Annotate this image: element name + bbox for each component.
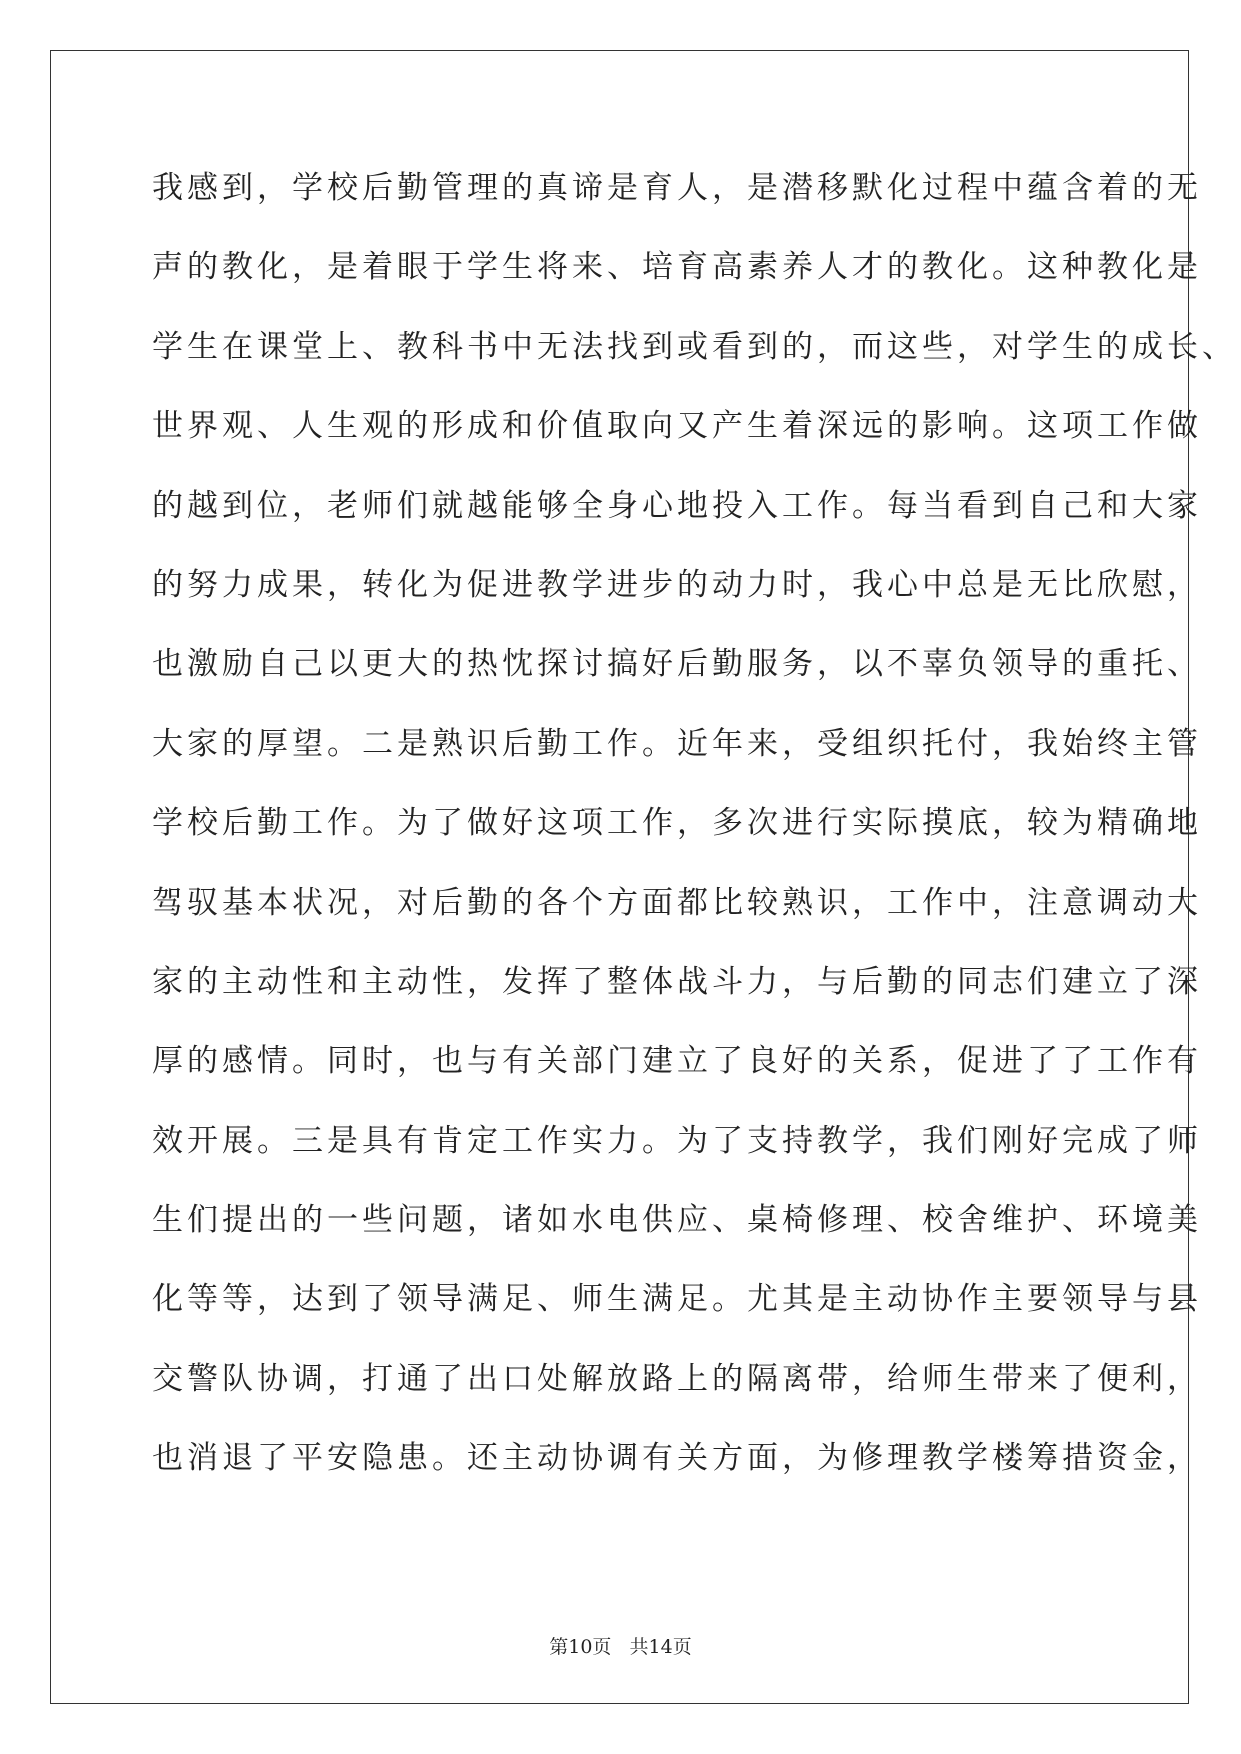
text-line: 化等等，达到了领导满足、师生满足。尤其是主动协作主要领导与县 (152, 1281, 1202, 1318)
text-line: 驾驭基本状况，对后勤的各个方面都比较熟识，工作中，注意调动大 (152, 884, 1202, 921)
text-line: 大家的厚望。二是熟识后勤工作。近年来，受组织托付，我始终主管 (152, 725, 1202, 762)
text-line: 交警队协调，打通了出口处解放路上的隔离带，给师生带来了便利， (152, 1360, 1202, 1397)
text-line: 也消退了平安隐患。还主动协调有关方面，为修理教学楼筹措资金， (152, 1440, 1202, 1477)
page-number-footer: 第10页 共14页 (549, 1636, 692, 1658)
text-line: 世界观、人生观的形成和价值取向又产生着深远的影响。这项工作做 (152, 408, 1202, 445)
document-body (152, 168, 1237, 1518)
text-line: 学校后勤工作。为了做好这项工作，多次进行实际摸底，较为精确地 (152, 805, 1202, 842)
text-line: 学生在课堂上、教科书中无法找到或看到的，而这些，对学生的成长、 (152, 328, 1237, 365)
text-line: 家的主动性和主动性，发挥了整体战斗力，与后勤的同志们建立了深 (152, 963, 1202, 1000)
text-line: 的努力成果，转化为促进教学进步的动力时，我心中总是无比欣慰， (152, 566, 1202, 603)
text-line: 我感到，学校后勤管理的真谛是育人，是潜移默化过程中蕴含着的无 (152, 170, 1202, 206)
text-line: 生们提出的一些问题，诸如水电供应、桌椅修理、校舍维护、环境美 (152, 1202, 1202, 1239)
text-line: 的越到位，老师们就越能够全身心地投入工作。每当看到自己和大家 (152, 487, 1202, 524)
text-line: 厚的感情。同时，也与有关部门建立了良好的关系，促进了了工作有 (152, 1043, 1202, 1080)
text-line: 声的教化，是着眼于学生将来、培育高素养人才的教化。这种教化是 (152, 249, 1202, 286)
text-line: 也激励自己以更大的热忱探讨搞好后勤服务，以不辜负领导的重托、 (152, 646, 1202, 683)
text-line: 效开展。三是具有肯定工作实力。为了支持教学，我们刚好完成了师 (152, 1122, 1202, 1159)
